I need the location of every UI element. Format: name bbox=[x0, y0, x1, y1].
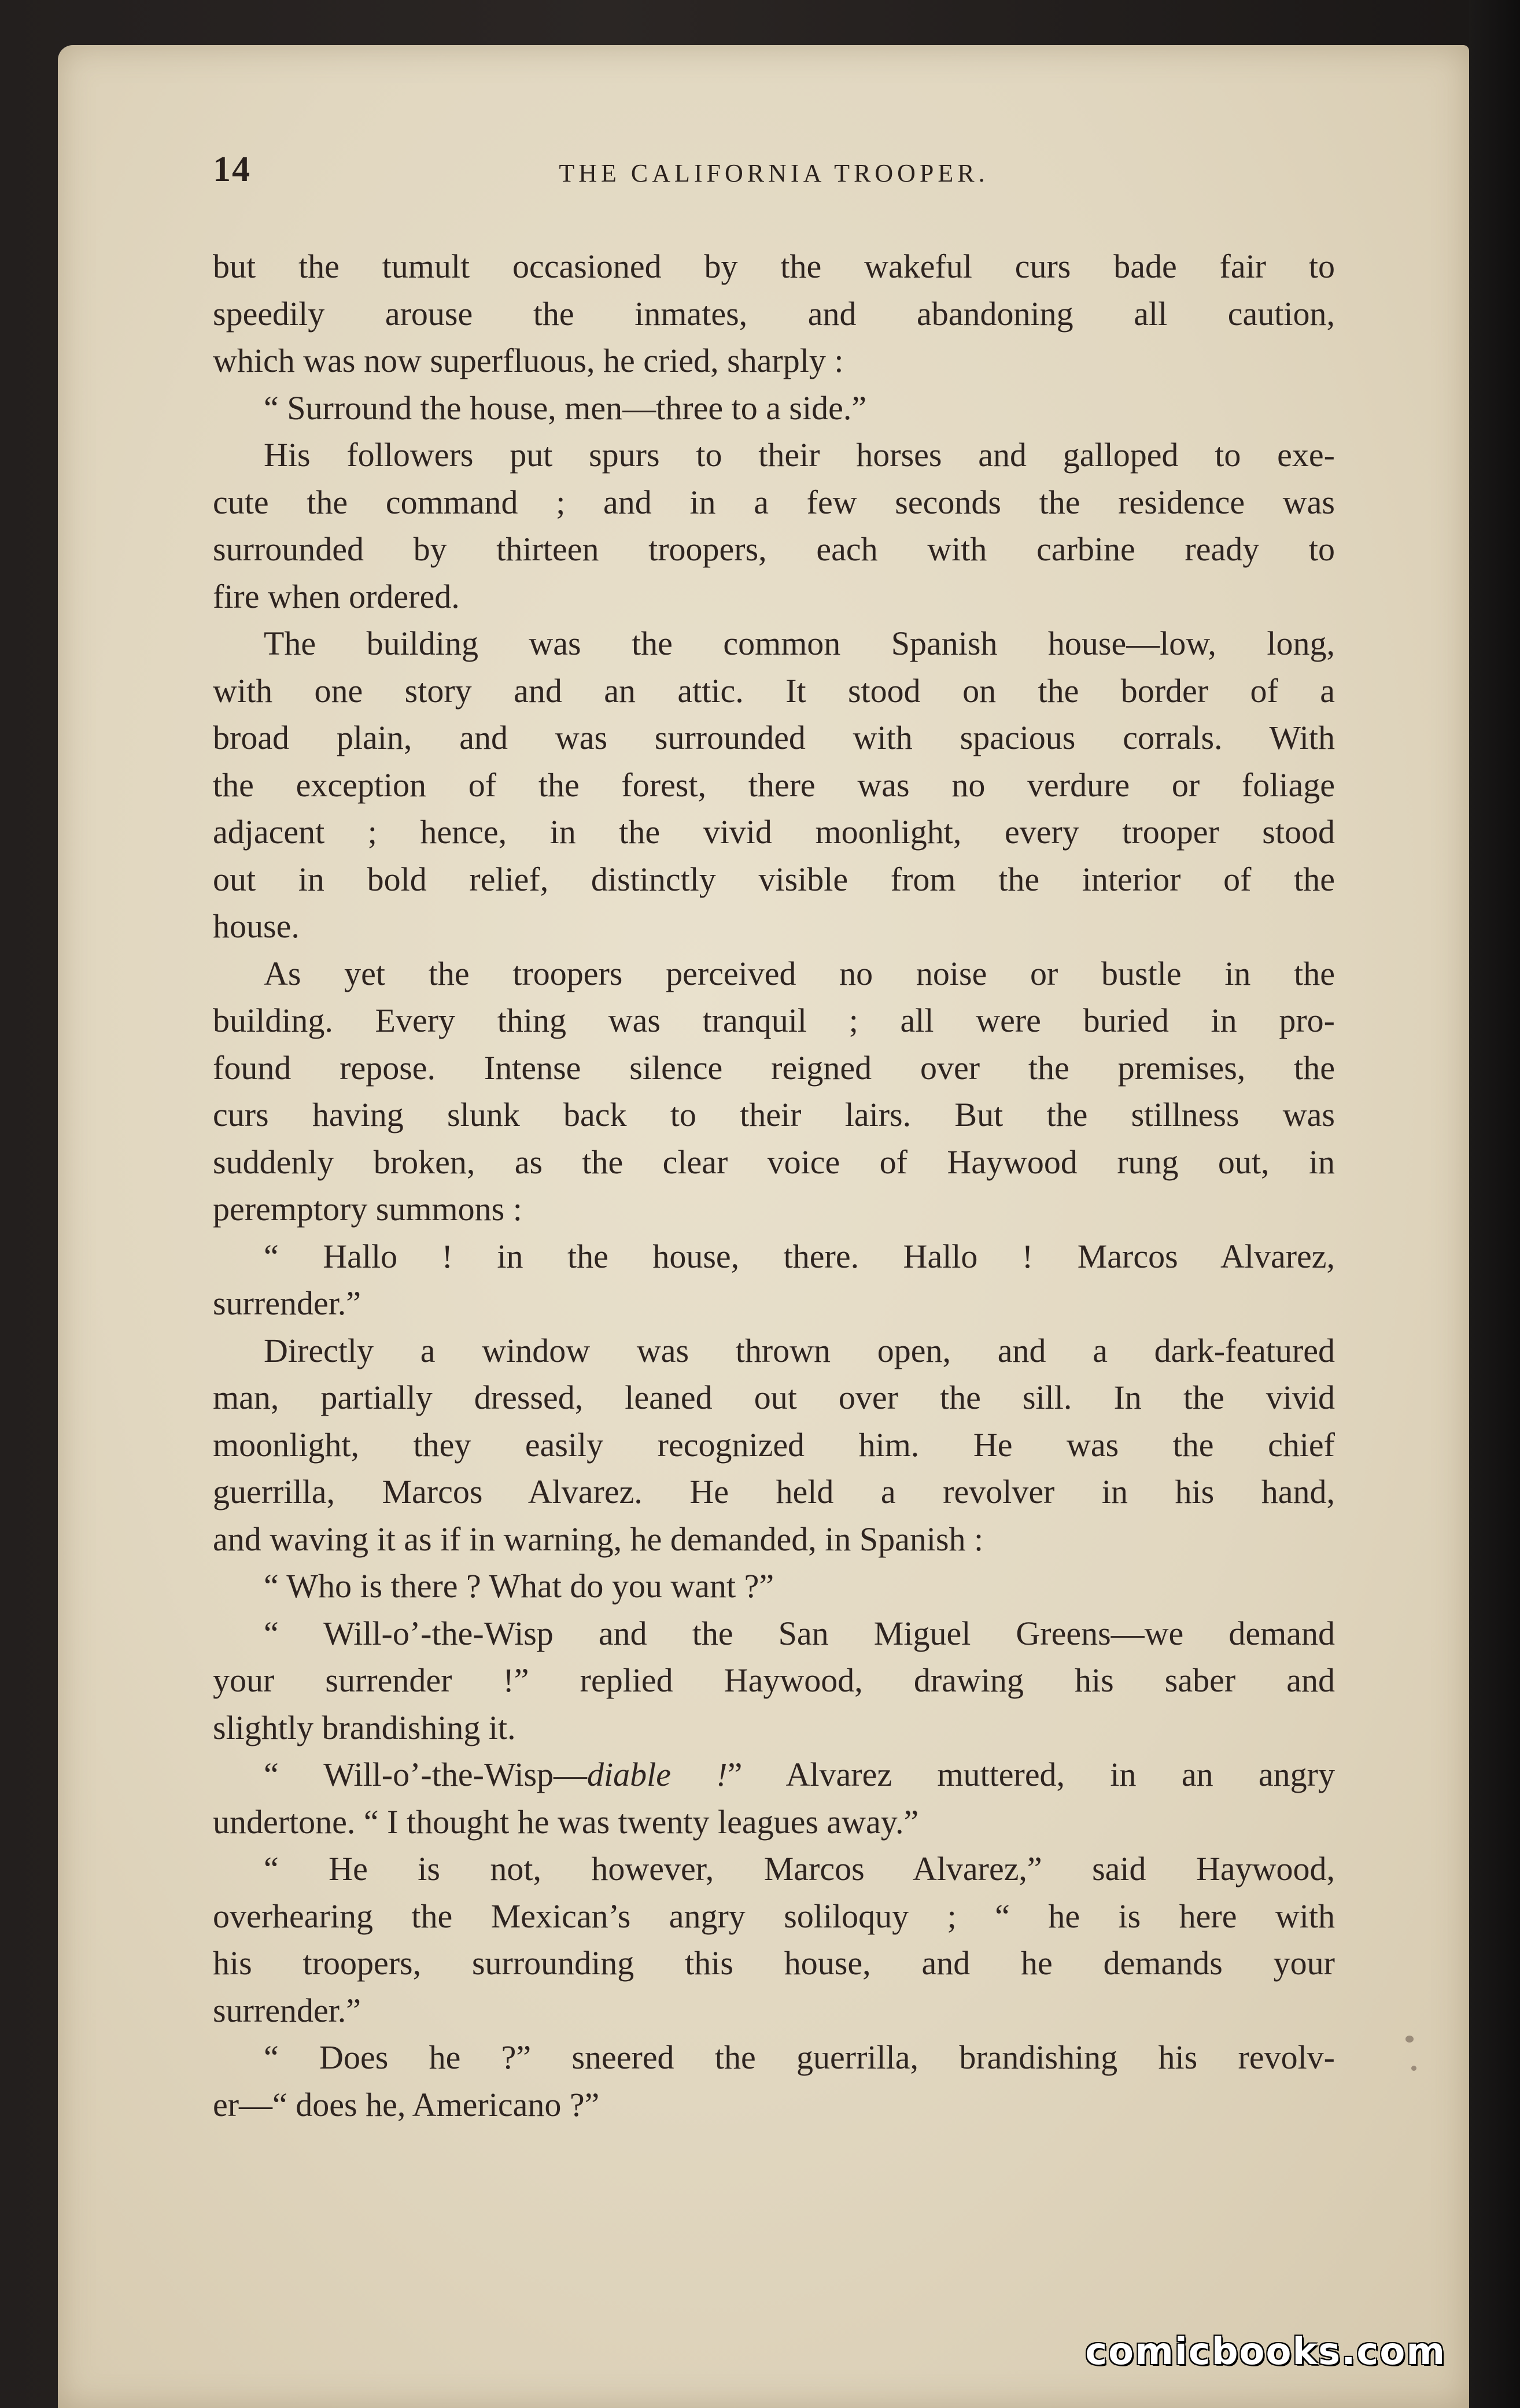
text-line: “ Hallo ! in the house, there. Hallo ! Marcos Alvarez, bbox=[264, 1237, 1335, 1275]
italic-word: diable ! bbox=[587, 1756, 728, 1793]
book-binding-edge bbox=[1469, 0, 1520, 2408]
text-line: overhearing the Mexican’s angry soliloquy ; “ he is here with bbox=[213, 1897, 1335, 1935]
text-line: surrender.” bbox=[213, 1284, 361, 1322]
watermark: comicbooks.com bbox=[1085, 2331, 1446, 2373]
text-line: the exception of the forest, there was no verdure or foliage bbox=[213, 766, 1335, 804]
page-number: 14 bbox=[213, 150, 251, 189]
text-line: slightly brandishing it. bbox=[213, 1708, 516, 1746]
paper-speck bbox=[1411, 2066, 1416, 2071]
text-line: surrounded by thirteen troopers, each with carbine ready to bbox=[213, 530, 1335, 568]
text-line: curs having slunk back to their lairs. But the stillness was bbox=[213, 1096, 1335, 1133]
text-line: moonlight, they easily recognized him. He was the chief bbox=[213, 1425, 1335, 1464]
text-line: found repose. Intense silence reigned over the premises, the bbox=[213, 1048, 1335, 1087]
text-line: with one story and an attic. It stood on the border of a bbox=[213, 671, 1335, 710]
page-header bbox=[213, 149, 1335, 201]
text-line: man, partially dressed, leaned out over the sill. In the vivid bbox=[213, 1379, 1335, 1416]
text-line: out in bold relief, distinctly visible from the interior of the bbox=[213, 860, 1335, 898]
text-line: Directly a window was thrown open, and a dark-featured bbox=[264, 1331, 1335, 1369]
text-line: “ Surround the house, men—three to a side.” bbox=[264, 389, 867, 427]
text-line: “ Will-o’-the-Wisp and the San Miguel Greens—we demand bbox=[264, 1614, 1335, 1652]
text-line: building. Every thing was tranquil ; all were buried in pro- bbox=[213, 1002, 1335, 1039]
paper-speck bbox=[1405, 2036, 1414, 2043]
text-line: peremptory summons : bbox=[213, 1190, 522, 1228]
text-line: “ He is not, however, Marcos Alvarez,” said Haywood, bbox=[264, 1850, 1335, 1888]
text-line: surrender.” bbox=[213, 1991, 361, 2029]
text-line: The building was the common Spanish house—low, long, bbox=[264, 625, 1335, 662]
text-line: “ Who is there ? What do you want ?” bbox=[264, 1567, 774, 1605]
text-line: As yet the troopers perceived no noise or bustle in the bbox=[264, 954, 1335, 992]
text-line: and waving it as if in warning, he demanded, in Spanish : bbox=[213, 1520, 984, 1558]
text-line: but the tumult occasioned by the wakeful curs bade fair to bbox=[213, 248, 1335, 285]
text-line: “ Does he ?” sneered the guerrilla, brandishing his revolv- bbox=[264, 2038, 1335, 2076]
text-line: His followers put spurs to their horses and galloped to exe- bbox=[264, 436, 1335, 474]
text-line: er—“ does he, Americano ?” bbox=[213, 2085, 600, 2123]
running-title: THE CALIFORNIA TROOPER. bbox=[559, 159, 989, 187]
text-line: your surrender !” replied Haywood, drawing his saber and bbox=[213, 1661, 1335, 1699]
text-line: which was now superfluous, he cried, sharply : bbox=[213, 342, 844, 379]
text-line: house. bbox=[213, 907, 300, 945]
text-line: suddenly broken, as the clear voice of Haywood rung out, in bbox=[213, 1143, 1335, 1181]
text-line: undertone. “ I thought he was twenty leagues away.” bbox=[213, 1803, 919, 1841]
body-text bbox=[213, 243, 1335, 2128]
text-line: cute the command ; and in a few seconds the residence was bbox=[213, 483, 1335, 521]
text-line: his troopers, surrounding this house, and he demands your bbox=[213, 1944, 1335, 1982]
text-line: speedily arouse the inmates, and abandoning all caution, bbox=[213, 294, 1335, 333]
text-line: adjacent ; hence, in the vivid moonlight, every trooper stood bbox=[213, 813, 1335, 851]
text-line: guerrilla, Marcos Alvarez. He held a revolver in his hand, bbox=[213, 1473, 1335, 1510]
text-line: “ Will-o’-the-Wisp—diable !” Alvarez muttered, in an angry bbox=[264, 1756, 1335, 1793]
text-line: fire when ordered. bbox=[213, 577, 460, 615]
text-line: broad plain, and was surrounded with spacious corrals. With bbox=[213, 719, 1335, 756]
